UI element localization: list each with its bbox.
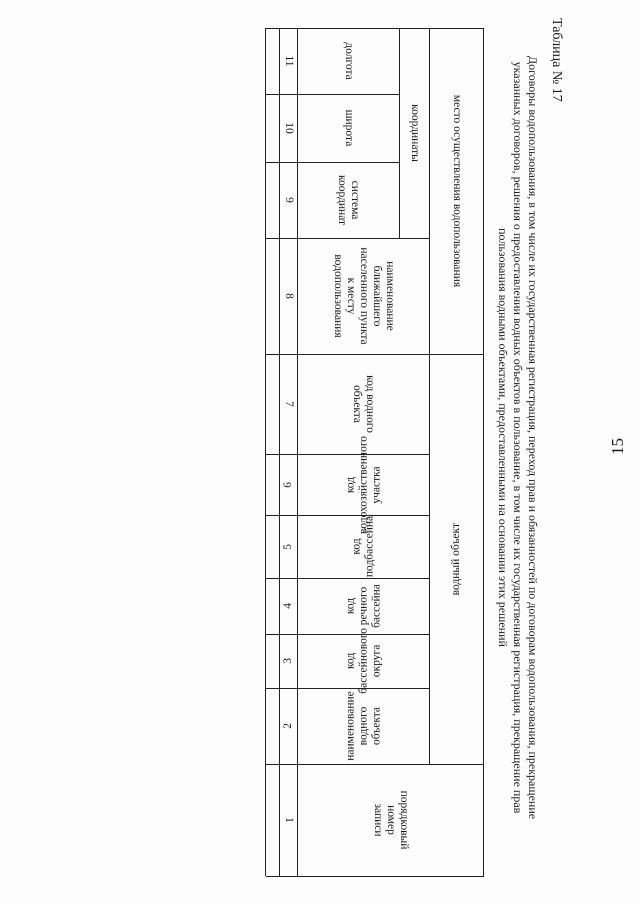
- group-water-object-cell: [430, 354, 483, 764]
- col-9-header: [298, 162, 399, 238]
- col-6-header: [298, 435, 429, 534]
- col-7-header: [298, 354, 429, 454]
- group-coordinates-label: координаты: [408, 104, 421, 162]
- col-number-3: 3: [282, 658, 295, 664]
- col-3-header: [298, 628, 429, 694]
- col-number-1: 1: [282, 817, 295, 823]
- col-number-2: 2: [282, 723, 295, 729]
- group-coordinates-cell: [400, 28, 429, 238]
- col-number-10: 10: [282, 122, 295, 134]
- col-4-label: код речного бассейна: [344, 584, 382, 628]
- group-location-cell: [430, 28, 483, 354]
- col-2-header: [298, 688, 429, 764]
- col-8-label: наименование ближайшего населенного пункта к месту водопользования: [332, 247, 396, 345]
- col-4-header: [298, 578, 429, 634]
- col-3-label: код бассейнового округа: [344, 628, 382, 694]
- table-border-top: [483, 28, 484, 876]
- col-5-label: код подбассейна: [350, 515, 376, 578]
- col-6-label: код водохозяйственного участка: [344, 435, 382, 534]
- table-border-bottom: [265, 28, 266, 876]
- col-2-label: наименование водного объекта: [344, 691, 382, 761]
- group-water-object-label: водный объект: [450, 522, 463, 596]
- page-number: 15: [608, 438, 627, 455]
- col-number-11: 11: [282, 55, 295, 67]
- col-number-5: 5: [282, 543, 295, 550]
- col-10-header: [298, 94, 399, 162]
- group-location-label: место осуществления водопользования: [450, 94, 463, 288]
- col-number-7: 7: [282, 401, 295, 407]
- col-8-header: [298, 238, 429, 354]
- col-10-label: широта: [342, 109, 355, 147]
- col-11-header: [298, 28, 399, 94]
- table-border-left: [266, 876, 484, 877]
- col-number-8: 8: [282, 293, 295, 299]
- col-number-4: 4: [282, 603, 295, 609]
- col-number-9: 9: [282, 197, 295, 203]
- col-7-label: код водного объекта: [351, 375, 377, 433]
- col-number-6: 6: [282, 481, 295, 488]
- col-1-label: порядковый номер записи: [372, 790, 410, 850]
- table-heading: Договоры водопользования, в том числе их государственная регистрация, переход прав и обязанностей по договорам водопользования, прекращение указанных договоров, решения о предоставлении водных объектов в пользование, в том числе их государственная регистрация, прекращение прав пользования водными объектами, предоставленными на основании этих решений: [496, 55, 540, 820]
- col-9-label: система координат: [336, 174, 362, 226]
- col-11-label: долгота: [342, 42, 355, 80]
- table-title: Таблица № 17: [549, 18, 564, 102]
- col-1-header: [298, 764, 483, 876]
